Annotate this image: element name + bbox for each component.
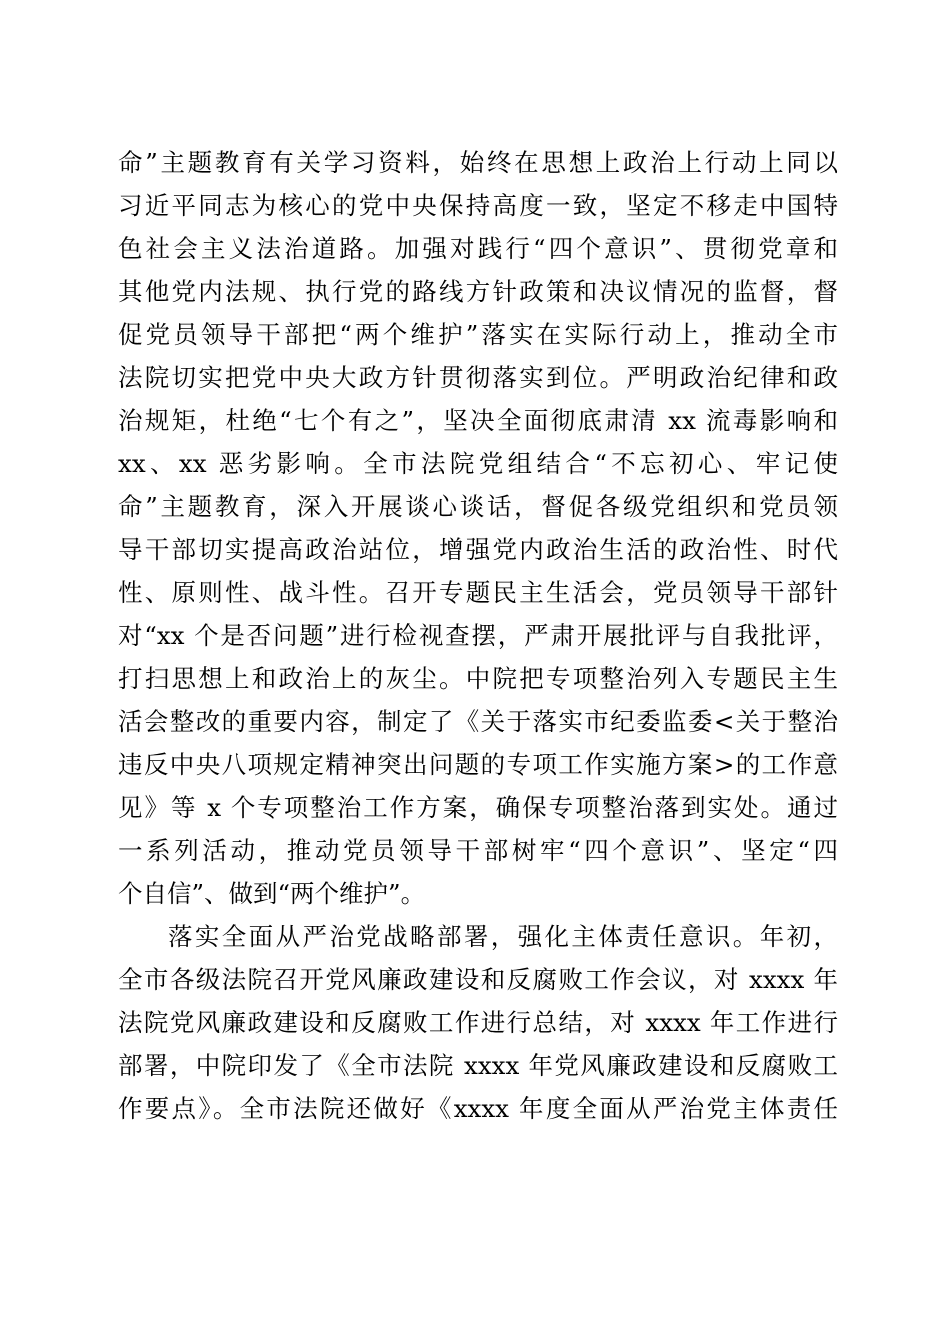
text-line: 导干部切实提高政治站位，增强党内政治生活的政治性、时代 <box>118 535 838 564</box>
text-line: 一系列活动，推动党员领导干部树牢“四个意识”、坚定“四 <box>118 836 838 865</box>
text-line: 作要点》。全市法院还做好《xxxx 年度全面从严治党主体责任 <box>118 1094 838 1123</box>
body-text <box>118 141 838 1130</box>
text-line: 落实全面从严治党战略部署，强化主体责任意识。年初， <box>168 922 838 951</box>
text-line: 治规矩，杜绝“七个有之”，坚决全面彻底肃清 xx 流毒影响和 <box>118 406 838 435</box>
text-line: 命”主题教育，深入开展谈心谈话，督促各级党组织和党员领 <box>118 492 838 521</box>
text-line: 促党员领导干部把“两个维护”落实在实际行动上，推动全市 <box>118 320 838 349</box>
text-line: 色社会主义法治道路。加强对践行“四个意识”、贯彻党章和 <box>118 234 838 263</box>
paragraph-2 <box>118 915 838 1130</box>
text-line: 活会整改的重要内容，制定了《关于落实市纪委监委<关于整治 <box>118 707 838 736</box>
text-line: 见》等 x 个专项整治工作方案，确保专项整治落到实处。通过 <box>118 793 838 822</box>
text-line: 个自信”、做到“两个维护”。 <box>118 879 426 908</box>
text-line: 法院党风廉政建设和反腐败工作进行总结，对 xxxx 年工作进行 <box>118 1008 838 1037</box>
text-line: 命”主题教育有关学习资料，始终在思想上政治上行动上同以 <box>118 148 838 177</box>
text-line: xx、xx 恶劣影响。全市法院党组结合“不忘初心、牢记使 <box>118 449 838 478</box>
paragraph-1 <box>118 141 838 915</box>
text-line: 部署，中院印发了《全市法院 xxxx 年党风廉政建设和反腐败工 <box>118 1051 838 1080</box>
text-line: 性、原则性、战斗性。召开专题民主生活会，党员领导干部针 <box>118 578 838 607</box>
text-line: 其他党内法规、执行党的路线方针政策和决议情况的监督，督 <box>118 277 838 306</box>
text-line: 法院切实把党中央大政方针贯彻落实到位。严明政治纪律和政 <box>118 363 838 392</box>
text-line: 对“xx 个是否问题”进行检视查摆，严肃开展批评与自我批评， <box>118 621 838 650</box>
text-line: 全市各级法院召开党风廉政建设和反腐败工作会议，对 xxxx 年 <box>118 965 838 994</box>
text-line: 打扫思想上和政治上的灰尘。中院把专项整治列入专题民主生 <box>118 664 838 693</box>
text-line: 习近平同志为核心的党中央保持高度一致，坚定不移走中国特 <box>118 191 838 220</box>
text-line: 违反中央八项规定精神突出问题的专项工作实施方案>的工作意 <box>118 750 838 779</box>
